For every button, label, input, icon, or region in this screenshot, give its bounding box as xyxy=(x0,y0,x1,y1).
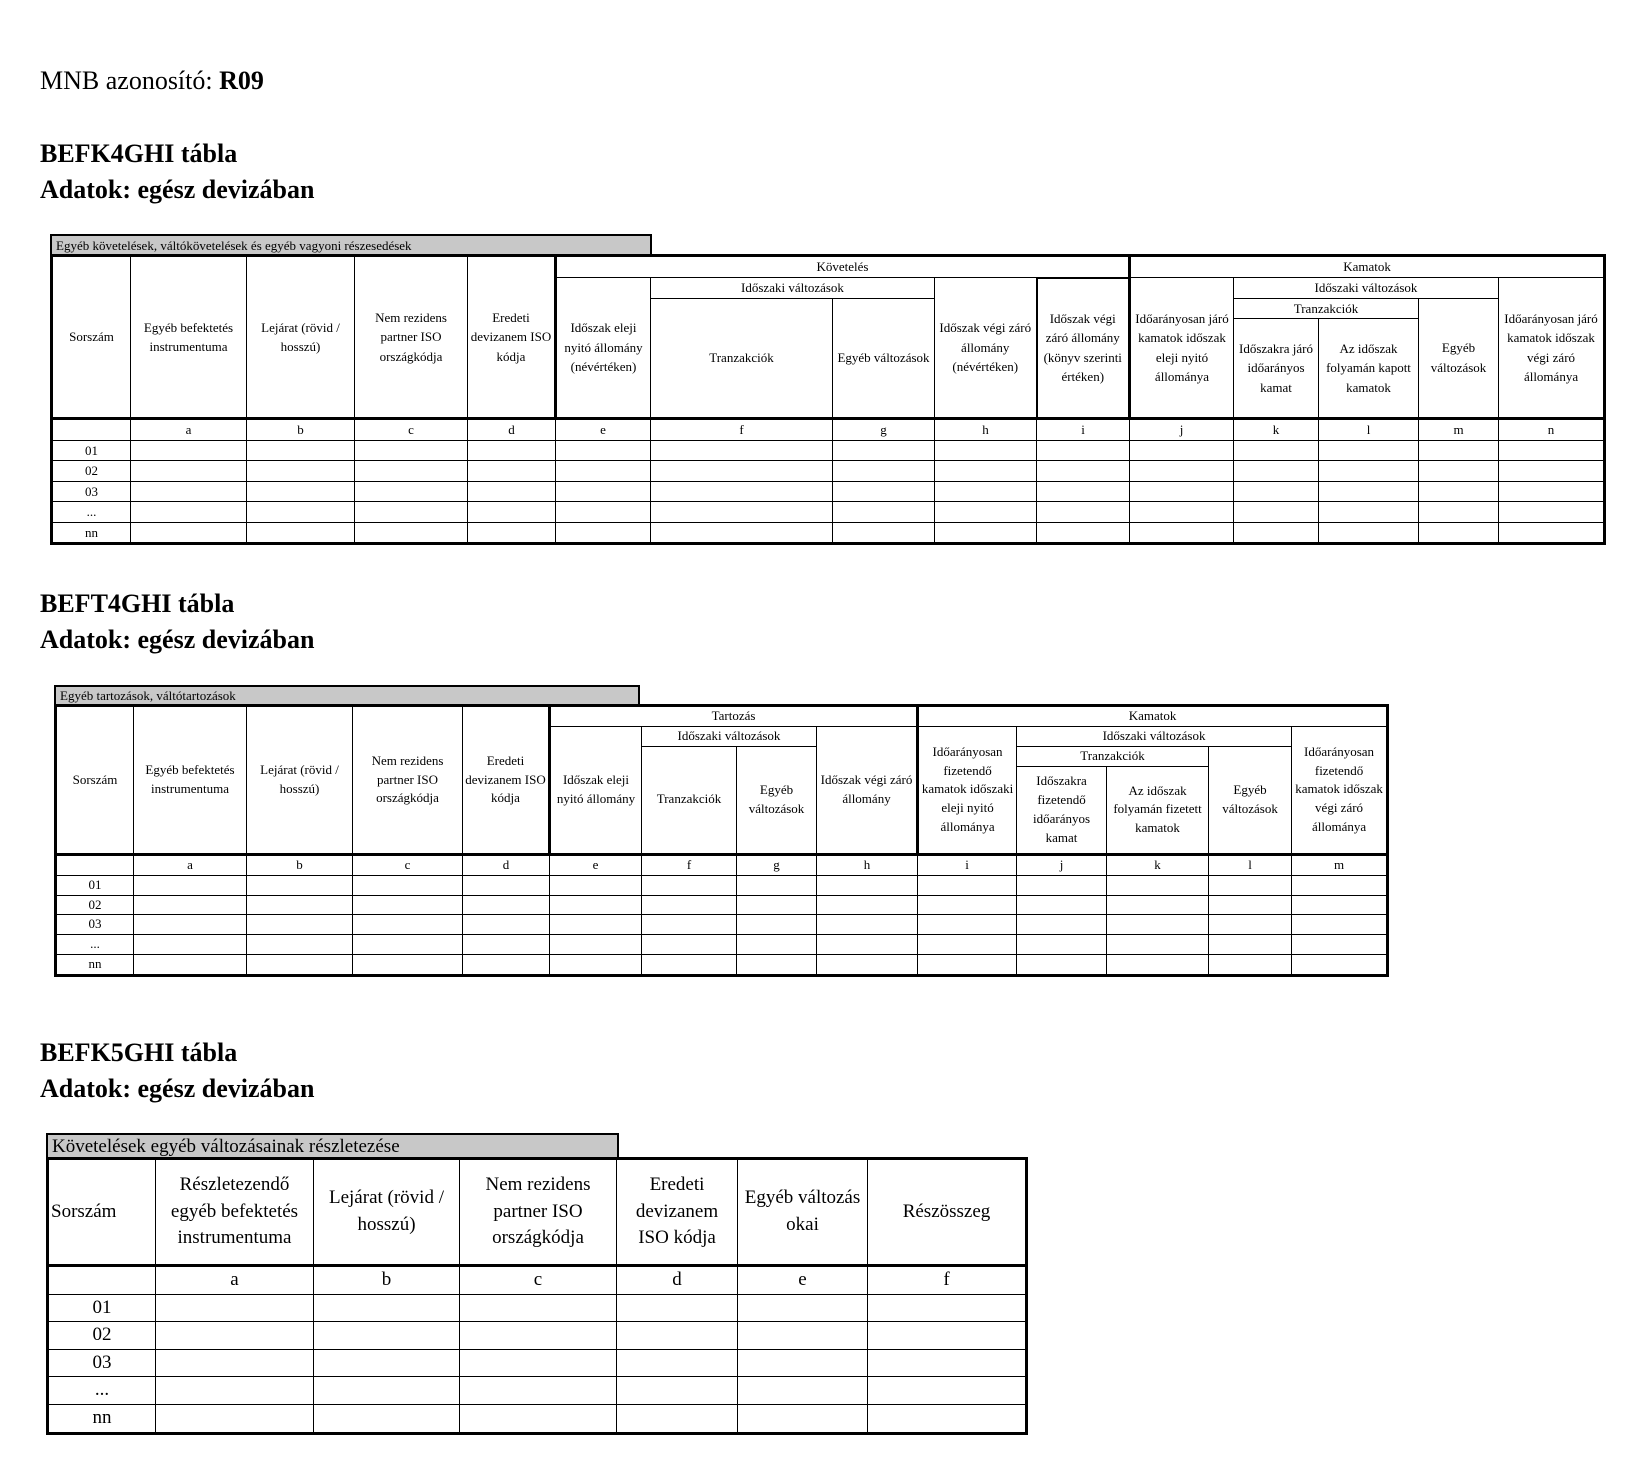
data-cell[interactable] xyxy=(247,461,355,482)
data-cell[interactable] xyxy=(1319,461,1419,482)
data-cell[interactable] xyxy=(556,522,651,544)
data-cell[interactable] xyxy=(131,502,247,523)
letter-cell: f xyxy=(868,1266,1027,1295)
row-number: ... xyxy=(48,1377,156,1405)
data-cell[interactable] xyxy=(738,1377,868,1405)
row-number: 02 xyxy=(56,895,134,915)
data-cell[interactable] xyxy=(1234,502,1319,523)
data-cell[interactable] xyxy=(617,1322,738,1350)
mnb-id: R09 xyxy=(219,66,264,95)
data-cell[interactable] xyxy=(642,935,737,955)
letter-cell: b xyxy=(247,854,353,875)
data-cell[interactable] xyxy=(314,1294,460,1322)
data-cell[interactable] xyxy=(314,1349,460,1377)
data-cell[interactable] xyxy=(935,502,1037,523)
table2-caption: Egyéb tartozások, váltótartozások xyxy=(54,685,640,705)
data-cell[interactable] xyxy=(1107,895,1209,915)
header-devizanem: Eredeti devizanem ISO kódja xyxy=(463,706,550,855)
data-cell[interactable] xyxy=(1234,522,1319,544)
data-cell[interactable] xyxy=(1292,955,1388,976)
data-cell[interactable] xyxy=(134,955,247,976)
table3-caption: Követelések egyéb változásainak részletezése xyxy=(46,1133,619,1158)
header-devizanem: Eredeti devizanem ISO kódja xyxy=(617,1159,738,1266)
header-instrumentum: Egyéb befektetés instrumentuma xyxy=(131,256,247,419)
letter-cell: f xyxy=(642,854,737,875)
row-number: ... xyxy=(56,935,134,955)
data-cell[interactable] xyxy=(737,915,817,935)
data-cell[interactable] xyxy=(1499,522,1605,544)
data-cell[interactable] xyxy=(1419,440,1499,461)
table2-beft4ghi xyxy=(54,704,1389,977)
row-number: nn xyxy=(48,1404,156,1433)
data-cell[interactable] xyxy=(1209,915,1292,935)
data-cell[interactable] xyxy=(1107,935,1209,955)
header-kamat-egyeb: Egyéb változások xyxy=(1209,746,1292,854)
row-number: nn xyxy=(52,522,131,544)
data-cell[interactable] xyxy=(468,440,556,461)
header-zaro: Időszak végi záró állomány xyxy=(817,726,918,854)
header-tranzakciok: Tranzakciók xyxy=(651,298,833,419)
data-cell[interactable] xyxy=(1017,915,1107,935)
header-idoszakra-jaro: Időszakra járó időarányos kamat xyxy=(1234,319,1319,419)
data-cell[interactable] xyxy=(460,1349,617,1377)
table1-befk4ghi xyxy=(50,254,1606,545)
header-kamat-zaro: Időarányosan járó kamatok időszak végi záró állománya xyxy=(1499,278,1605,419)
data-cell[interactable] xyxy=(247,440,355,461)
data-cell[interactable] xyxy=(833,440,935,461)
letter-cell: k xyxy=(1107,854,1209,875)
data-cell[interactable] xyxy=(738,1349,868,1377)
data-cell[interactable] xyxy=(1419,502,1499,523)
data-cell[interactable] xyxy=(935,461,1037,482)
data-cell[interactable] xyxy=(460,1377,617,1405)
data-cell[interactable] xyxy=(314,1377,460,1405)
data-cell[interactable] xyxy=(1499,461,1605,482)
header-lejarat: Lejárat (rövid / hosszú) xyxy=(314,1159,460,1266)
data-cell[interactable] xyxy=(353,915,463,935)
table3-subtitle: Adatok: egész devizában xyxy=(40,1074,315,1103)
data-cell[interactable] xyxy=(737,875,817,895)
data-cell[interactable] xyxy=(550,875,642,895)
data-cell[interactable] xyxy=(468,502,556,523)
data-cell[interactable] xyxy=(550,915,642,935)
header-nyito: Időszak eleji nyitó állomány (névértéken) xyxy=(556,278,651,419)
letter-cell: h xyxy=(817,854,918,875)
header-instrumentum: Részletezendő egyéb befektetés instrumentuma xyxy=(156,1159,314,1266)
data-cell[interactable] xyxy=(1017,955,1107,976)
data-cell[interactable] xyxy=(651,522,833,544)
data-cell[interactable] xyxy=(1017,935,1107,955)
header-sorszam: Sorszám xyxy=(48,1159,156,1266)
group-tartozas: Tartozás xyxy=(550,706,918,727)
data-cell[interactable] xyxy=(460,1404,617,1433)
letter-cell: e xyxy=(550,854,642,875)
data-cell[interactable] xyxy=(1292,895,1388,915)
data-cell[interactable] xyxy=(131,440,247,461)
data-cell[interactable] xyxy=(918,875,1017,895)
table-row xyxy=(56,955,1388,976)
data-cell[interactable] xyxy=(355,522,468,544)
letter-cell: l xyxy=(1209,854,1292,875)
letter-cell: c xyxy=(353,854,463,875)
data-cell[interactable] xyxy=(247,875,353,895)
data-cell[interactable] xyxy=(817,875,918,895)
header-egyeb-okai: Egyéb változás okai xyxy=(738,1159,868,1266)
data-cell[interactable] xyxy=(355,481,468,502)
data-cell[interactable] xyxy=(1107,955,1209,976)
data-cell[interactable] xyxy=(868,1294,1027,1322)
data-cell[interactable] xyxy=(247,481,355,502)
data-cell[interactable] xyxy=(468,481,556,502)
table-row xyxy=(52,522,1605,544)
data-cell[interactable] xyxy=(737,935,817,955)
data-cell[interactable] xyxy=(935,481,1037,502)
subgroup-kamat-tranzakciok: Tranzakciók xyxy=(1234,298,1419,319)
row-number: 03 xyxy=(48,1349,156,1377)
data-cell[interactable] xyxy=(247,955,353,976)
row-number: 01 xyxy=(56,875,134,895)
row-number: nn xyxy=(56,955,134,976)
header-kamat-nyito: Időarányosan fizetendő kamatok időszaki eleji nyitó állománya xyxy=(918,726,1017,854)
data-cell[interactable] xyxy=(314,1322,460,1350)
data-cell[interactable] xyxy=(556,481,651,502)
data-cell[interactable] xyxy=(651,461,833,482)
group-kamatok: Kamatok xyxy=(1130,256,1605,278)
data-cell[interactable] xyxy=(1017,875,1107,895)
data-cell[interactable] xyxy=(247,522,355,544)
letter-cell: j xyxy=(1130,419,1234,441)
data-cell[interactable] xyxy=(131,481,247,502)
data-cell[interactable] xyxy=(134,915,247,935)
header-sorszam: Sorszám xyxy=(56,706,134,855)
row-number: 03 xyxy=(56,915,134,935)
data-cell[interactable] xyxy=(460,1322,617,1350)
data-cell[interactable] xyxy=(247,915,353,935)
data-cell[interactable] xyxy=(1419,522,1499,544)
data-cell[interactable] xyxy=(868,1349,1027,1377)
data-cell[interactable] xyxy=(1130,522,1234,544)
letter-cell: d xyxy=(617,1266,738,1295)
letter-cell: j xyxy=(1017,854,1107,875)
data-cell[interactable] xyxy=(1319,440,1419,461)
data-cell[interactable] xyxy=(1037,440,1130,461)
data-cell[interactable] xyxy=(131,461,247,482)
header-nyito: Időszak eleji nyitó állomány xyxy=(550,726,642,854)
data-cell[interactable] xyxy=(247,935,353,955)
data-cell[interactable] xyxy=(131,522,247,544)
data-cell[interactable] xyxy=(918,935,1017,955)
letter-cell: e xyxy=(556,419,651,441)
data-cell[interactable] xyxy=(1209,875,1292,895)
table-row xyxy=(56,915,1388,935)
data-cell[interactable] xyxy=(738,1294,868,1322)
row-number: 01 xyxy=(52,440,131,461)
data-cell[interactable] xyxy=(247,502,355,523)
letter-cell: c xyxy=(460,1266,617,1295)
data-cell[interactable] xyxy=(817,895,918,915)
data-cell[interactable] xyxy=(355,461,468,482)
data-cell[interactable] xyxy=(1130,440,1234,461)
data-cell[interactable] xyxy=(617,1404,738,1433)
data-cell[interactable] xyxy=(642,915,737,935)
data-cell[interactable] xyxy=(1209,935,1292,955)
table1-subtitle: Adatok: egész devizában xyxy=(40,175,315,204)
data-cell[interactable] xyxy=(617,1294,738,1322)
letter-cell: g xyxy=(833,419,935,441)
data-cell[interactable] xyxy=(1292,915,1388,935)
header-reszosszeg: Részösszeg xyxy=(868,1159,1027,1266)
table-row xyxy=(48,1404,1027,1433)
header-kamat-egyeb: Egyéb változások xyxy=(1419,298,1499,419)
data-cell[interactable] xyxy=(1419,481,1499,502)
data-cell[interactable] xyxy=(1234,461,1319,482)
data-cell[interactable] xyxy=(737,895,817,915)
data-cell[interactable] xyxy=(355,440,468,461)
data-cell[interactable] xyxy=(651,481,833,502)
data-cell[interactable] xyxy=(353,955,463,976)
letter-cell: h xyxy=(935,419,1037,441)
data-cell[interactable] xyxy=(460,1294,617,1322)
data-cell[interactable] xyxy=(1037,522,1130,544)
table-row xyxy=(52,502,1605,523)
data-cell[interactable] xyxy=(1209,955,1292,976)
data-cell[interactable] xyxy=(833,502,935,523)
data-cell[interactable] xyxy=(353,895,463,915)
letter-cell: n xyxy=(1499,419,1605,441)
header-sorszam: Sorszám xyxy=(52,256,131,419)
data-cell[interactable] xyxy=(463,915,550,935)
data-cell[interactable] xyxy=(651,502,833,523)
data-cell[interactable] xyxy=(468,461,556,482)
data-cell[interactable] xyxy=(556,502,651,523)
header-partner-iso: Nem rezidens partner ISO országkódja xyxy=(353,706,463,855)
table-row xyxy=(52,461,1605,482)
row-number: 01 xyxy=(48,1294,156,1322)
letter-cell: i xyxy=(1037,419,1130,441)
data-cell[interactable] xyxy=(1234,481,1319,502)
table-row xyxy=(56,935,1388,955)
subgroup-changes: Időszaki változások xyxy=(642,726,817,746)
header-kamat-zaro: Időarányosan fizetendő kamatok időszak végi záró állománya xyxy=(1292,726,1388,854)
letter-cell xyxy=(52,419,131,441)
table-row xyxy=(48,1349,1027,1377)
table1-title: BEFK4GHI tábla xyxy=(40,139,238,168)
data-cell[interactable] xyxy=(550,895,642,915)
group-koveteles: Követelés xyxy=(556,256,1130,278)
row-number: 02 xyxy=(52,461,131,482)
table-row xyxy=(52,440,1605,461)
data-cell[interactable] xyxy=(1419,461,1499,482)
table3-title: BEFK5GHI tábla xyxy=(40,1038,238,1067)
table-row xyxy=(48,1294,1027,1322)
letter-cell: d xyxy=(468,419,556,441)
data-cell[interactable] xyxy=(556,461,651,482)
group-kamatok: Kamatok xyxy=(918,706,1388,727)
data-cell[interactable] xyxy=(550,955,642,976)
row-number: ... xyxy=(52,502,131,523)
data-cell[interactable] xyxy=(935,440,1037,461)
data-cell[interactable] xyxy=(156,1377,314,1405)
data-cell[interactable] xyxy=(134,935,247,955)
letter-cell: f xyxy=(651,419,833,441)
data-cell[interactable] xyxy=(463,875,550,895)
letter-cell: i xyxy=(918,854,1017,875)
data-cell[interactable] xyxy=(247,895,353,915)
data-cell[interactable] xyxy=(1499,502,1605,523)
subgroup-kamat-tranzakciok: Tranzakciók xyxy=(1017,746,1209,766)
header-tranzakciok: Tranzakciók xyxy=(642,746,737,854)
header-instrumentum: Egyéb befektetés instrumentuma xyxy=(134,706,247,855)
data-cell[interactable] xyxy=(833,461,935,482)
header-idoszakra-fizetendo: Időszakra fizetendő időarányos kamat xyxy=(1017,766,1107,854)
data-cell[interactable] xyxy=(556,440,651,461)
data-cell[interactable] xyxy=(134,875,247,895)
letter-cell: b xyxy=(247,419,355,441)
data-cell[interactable] xyxy=(1107,875,1209,895)
data-cell[interactable] xyxy=(738,1404,868,1433)
data-cell[interactable] xyxy=(156,1349,314,1377)
table-row xyxy=(48,1377,1027,1405)
letter-cell: c xyxy=(355,419,468,441)
table-row xyxy=(56,875,1388,895)
subgroup-kamat-changes: Időszaki változások xyxy=(1234,278,1499,299)
data-cell[interactable] xyxy=(737,955,817,976)
header-kamat-nyito: Időarányosan járó kamatok időszak eleji nyitó állománya xyxy=(1130,278,1234,419)
data-cell[interactable] xyxy=(463,895,550,915)
data-cell[interactable] xyxy=(918,955,1017,976)
data-cell[interactable] xyxy=(156,1294,314,1322)
data-cell[interactable] xyxy=(1499,440,1605,461)
data-cell[interactable] xyxy=(1319,481,1419,502)
data-cell[interactable] xyxy=(1017,895,1107,915)
data-cell[interactable] xyxy=(817,915,918,935)
header-zaro-konyv: Időszak végi záró állomány (könyv szerinti értéken) xyxy=(1037,278,1130,419)
data-cell[interactable] xyxy=(868,1377,1027,1405)
data-cell[interactable] xyxy=(463,955,550,976)
mnb-label: MNB azonosító: xyxy=(40,66,213,95)
data-cell[interactable] xyxy=(1037,502,1130,523)
letter-cell xyxy=(56,854,134,875)
data-cell[interactable] xyxy=(868,1404,1027,1433)
table-row xyxy=(48,1322,1027,1350)
data-cell[interactable] xyxy=(463,935,550,955)
subgroup-kamat-changes: Időszaki változások xyxy=(1017,726,1292,746)
table-row xyxy=(52,481,1605,502)
letter-cell: b xyxy=(314,1266,460,1295)
data-cell[interactable] xyxy=(868,1322,1027,1350)
data-cell[interactable] xyxy=(1130,461,1234,482)
data-cell[interactable] xyxy=(833,481,935,502)
letter-cell: a xyxy=(134,854,247,875)
letter-cell: l xyxy=(1319,419,1419,441)
data-cell[interactable] xyxy=(1037,481,1130,502)
data-cell[interactable] xyxy=(134,895,247,915)
data-cell[interactable] xyxy=(833,522,935,544)
data-cell[interactable] xyxy=(1234,440,1319,461)
data-cell[interactable] xyxy=(642,895,737,915)
data-cell[interactable] xyxy=(156,1322,314,1350)
data-cell[interactable] xyxy=(1292,935,1388,955)
mnb-identifier xyxy=(40,66,264,96)
data-cell[interactable] xyxy=(156,1404,314,1433)
subgroup-changes: Időszaki változások xyxy=(651,278,935,299)
data-cell[interactable] xyxy=(738,1322,868,1350)
data-cell[interactable] xyxy=(1292,875,1388,895)
data-cell[interactable] xyxy=(353,935,463,955)
data-cell[interactable] xyxy=(918,915,1017,935)
letter-cell: d xyxy=(463,854,550,875)
header-fizetett-kamatok: Az időszak folyamán fizetett kamatok xyxy=(1107,766,1209,854)
data-cell[interactable] xyxy=(1130,481,1234,502)
data-cell[interactable] xyxy=(935,522,1037,544)
header-egyeb-valtozasok: Egyéb változások xyxy=(737,746,817,854)
letter-cell: a xyxy=(131,419,247,441)
header-devizanem: Eredeti devizanem ISO kódja xyxy=(468,256,556,419)
row-number: 03 xyxy=(52,481,131,502)
letter-cell: k xyxy=(1234,419,1319,441)
data-cell[interactable] xyxy=(817,935,918,955)
letter-cell: e xyxy=(738,1266,868,1295)
data-cell[interactable] xyxy=(1037,461,1130,482)
data-cell[interactable] xyxy=(353,875,463,895)
data-cell[interactable] xyxy=(642,875,737,895)
table1-caption: Egyéb követelések, váltókövetelések és egyéb vagyoni részesedések xyxy=(50,234,652,255)
data-cell[interactable] xyxy=(355,502,468,523)
header-kapott-kamatok: Az időszak folyamán kapott kamatok xyxy=(1319,319,1419,419)
header-zaro-nevertek: Időszak végi záró állomány (névértéken) xyxy=(935,278,1037,419)
data-cell[interactable] xyxy=(1209,895,1292,915)
header-lejarat: Lejárat (rövid / hosszú) xyxy=(247,256,355,419)
header-egyeb-valtozasok: Egyéb változások xyxy=(833,298,935,419)
data-cell[interactable] xyxy=(642,955,737,976)
data-cell[interactable] xyxy=(1130,502,1234,523)
header-partner-iso: Nem rezidens partner ISO országkódja xyxy=(460,1159,617,1266)
data-cell[interactable] xyxy=(1499,481,1605,502)
header-partner-iso: Nem rezidens partner ISO országkódja xyxy=(355,256,468,419)
table3-befk5ghi xyxy=(46,1157,1028,1435)
data-cell[interactable] xyxy=(314,1404,460,1433)
table2-title: BEFT4GHI tábla xyxy=(40,589,235,618)
row-number: 02 xyxy=(48,1322,156,1350)
header-lejarat: Lejárat (rövid / hosszú) xyxy=(247,706,353,855)
letter-cell: g xyxy=(737,854,817,875)
letter-cell xyxy=(48,1266,156,1295)
table-row xyxy=(56,895,1388,915)
data-cell[interactable] xyxy=(1319,502,1419,523)
data-cell[interactable] xyxy=(617,1349,738,1377)
letter-cell: a xyxy=(156,1266,314,1295)
data-cell[interactable] xyxy=(1107,915,1209,935)
data-cell[interactable] xyxy=(651,440,833,461)
data-cell[interactable] xyxy=(1319,522,1419,544)
data-cell[interactable] xyxy=(817,955,918,976)
data-cell[interactable] xyxy=(468,522,556,544)
data-cell[interactable] xyxy=(617,1377,738,1405)
data-cell[interactable] xyxy=(918,895,1017,915)
letter-cell: m xyxy=(1292,854,1388,875)
data-cell[interactable] xyxy=(550,935,642,955)
table2-subtitle: Adatok: egész devizában xyxy=(40,625,315,654)
letter-cell: m xyxy=(1419,419,1499,441)
